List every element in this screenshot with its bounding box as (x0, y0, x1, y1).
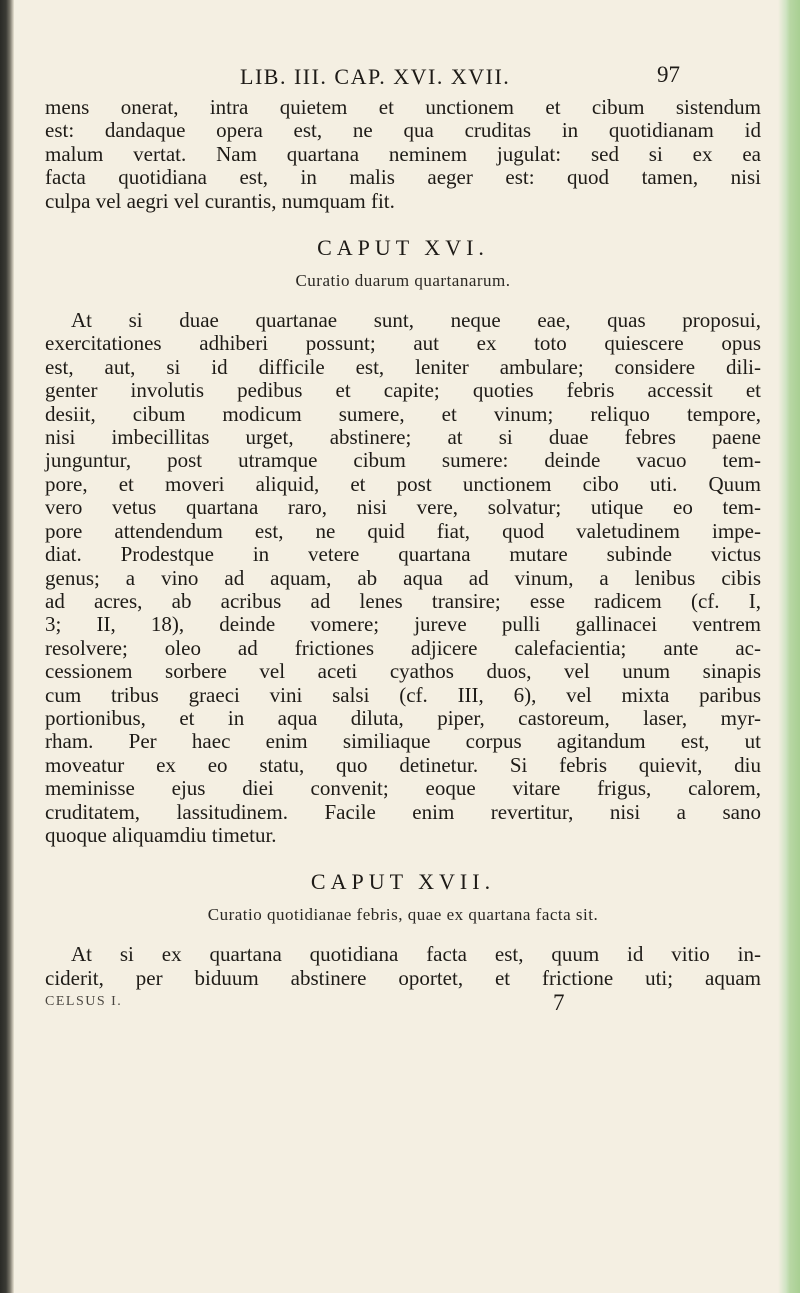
text-line: facta quotidiana est, in malis aeger est: quod tamen, nisi (45, 165, 761, 190)
book-page (45, 56, 761, 1018)
text-line: cessionem sorbere vel aceti cyathos duos, vel unum sinapis (45, 659, 761, 684)
signature-number: 7 (553, 990, 565, 1016)
text-line: est, aut, si id difficile est, leniter ambulare; considere dili- (45, 354, 761, 379)
text-line: mens onerat, intra quietem et unctionem et cibum sistendum (45, 95, 761, 119)
text-line: rham. Per haec enim similiaque corpus agitandum est, ut (45, 729, 761, 754)
intro-paragraph (45, 96, 761, 213)
text-line: ad acres, ab acribus ad lenes transire; esse radicem (cf. I, (45, 588, 761, 613)
text-line: ciderit, per biduum abstinere oportet, et frictione uti; aquam (45, 965, 761, 990)
text-line: genus; a vino ad aquam, ab aqua ad vinum, a lenibus cibis (45, 565, 761, 590)
text-line: pore, et moveri aliquid, et post unctionem cibo uti. Quum (45, 471, 761, 496)
chapter-16-paragraph (45, 309, 761, 847)
running-title: LIB. III. CAP. XVI. XVII. (240, 64, 511, 89)
text-line: pore attendendum est, ne quid fiat, quod valetudinem impe- (45, 518, 761, 543)
text-line: malum vertat. Nam quartana neminem jugulat: sed si ex ea (45, 141, 761, 166)
text-line: vero vetus quartana raro, nisi vere, solvatur; utique eo tem- (45, 495, 761, 520)
text-line: cum tribus graeci vini salsi (cf. III, 6), vel mixta paribus (45, 682, 761, 707)
text-line: exercitationes adhiberi possunt; aut ex toto quiescere opus (45, 331, 761, 356)
text-line: est: dandaque opera est, ne qua cruditas in quotidianam id (45, 118, 761, 143)
printer-signature: CELSUS I. (45, 994, 123, 1010)
text-line: resolvere; oleo ad frictiones adjicere calefacientia; ante ac- (45, 635, 761, 660)
chapter-16-heading: CAPUT XVI. (317, 235, 489, 261)
text-line: 3; II, 18), deinde vomere; jureve pulli gallinacei ventrem (45, 612, 761, 637)
running-head (45, 56, 761, 96)
text-line: At si ex quartana quotidiana facta est, quum id vitio in- (71, 942, 761, 967)
text-line: cruditatem, lassitudinem. Facile enim revertitur, nisi a sano (45, 799, 761, 824)
text-line: desiit, cibum modicum sumere, et vinum; reliquo tempore, (45, 401, 761, 426)
signature-row (45, 992, 761, 1018)
chapter-17-subtitle: Curatio quotidianae febris, quae ex quartana facta sit. (207, 905, 599, 925)
chapter-17-paragraph (45, 943, 761, 990)
text-line: portionibus, et in aqua diluta, piper, castoreum, laser, myr- (45, 705, 761, 730)
chapter-17-heading: CAPUT XVII. (310, 869, 496, 895)
book-binding-right-edge (778, 0, 800, 1293)
text-line: At si duae quartanae sunt, neque eae, quas proposui, (71, 308, 761, 333)
text-line: diat. Prodestque in vetere quartana mutare subinde victus (45, 542, 761, 567)
text-line: culpa vel aegri vel curantis, numquam fit. (45, 188, 395, 213)
text-line: nisi imbecillitas urget, abstinere; at si duae febres paene (45, 425, 761, 450)
chapter-16-subtitle: Curatio duarum quartanarum. (295, 271, 511, 291)
page-number: 97 (657, 62, 680, 87)
text-line: genter involutis pedibus et capite; quoties febris accessit et (45, 378, 761, 403)
book-binding-left-edge (0, 0, 14, 1293)
text-line: junguntur, post utramque cibum sumere: deinde vacuo tem- (45, 448, 761, 473)
text-line: moveatur ex eo statu, quo detinetur. Si febris quievit, diu (45, 752, 761, 777)
text-line: quoque aliquamdiu timetur. (45, 822, 277, 847)
text-line: meminisse ejus diei convenit; eoque vitare frigus, calorem, (45, 776, 761, 801)
